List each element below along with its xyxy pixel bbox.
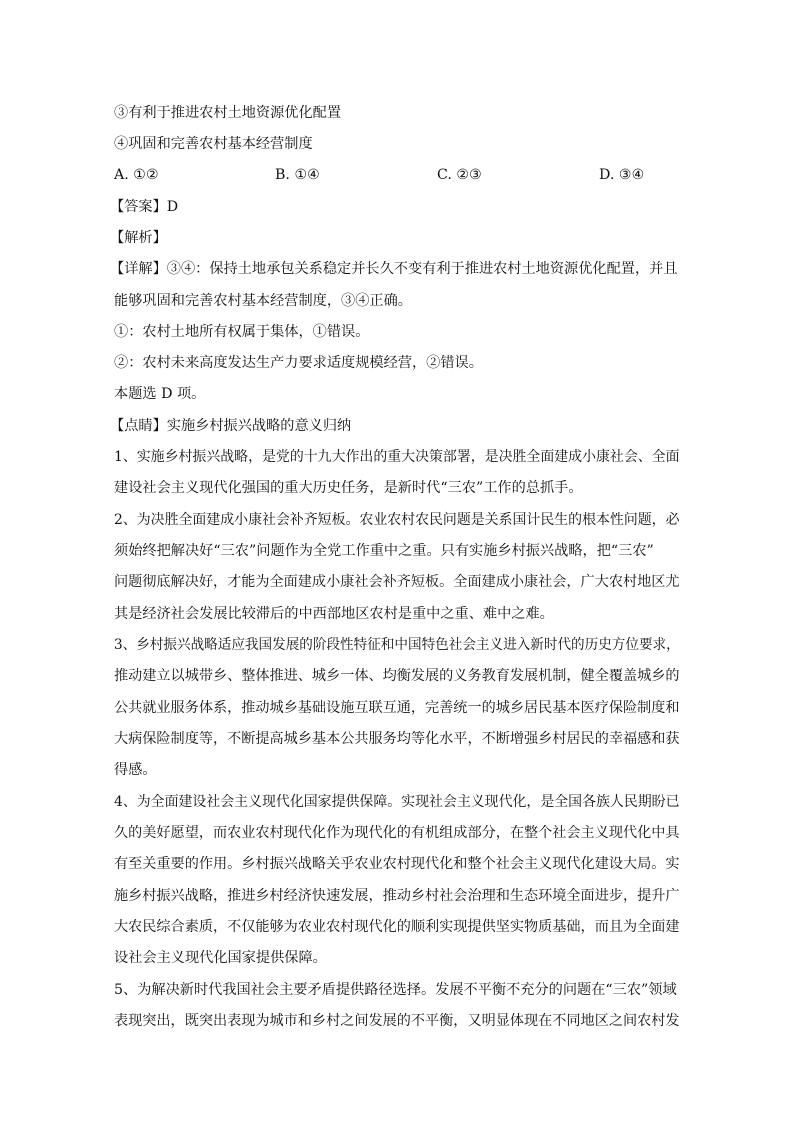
tip-line-7: 3、乡村振兴战略适应我国发展的阶段性特征和中国特色社会主义进入新时代的历史方位要求， bbox=[114, 637, 680, 653]
detail-tag: 【详解】 bbox=[110, 261, 167, 277]
tip-line-9: 公共就业服务体系，推动城乡基础设施互联互通，完善统一的城乡居民基本医疗保险制度和 bbox=[114, 700, 680, 716]
detail-line-4: ②：农村未来高度发达生产力要求适度规模经营，②错误。 bbox=[114, 355, 483, 371]
tip-line-8: 推动建立以城带乡、整体推进、城乡一体、均衡发展的义务教育发展机制，健全覆盖城乡的 bbox=[114, 668, 680, 684]
answer-tag: 【答案】 bbox=[110, 199, 167, 215]
tip-line-3: 2、为决胜全面建成小康社会补齐短板。农业农村农民问题是关系国计民生的根本性问题，必 bbox=[114, 512, 680, 528]
tip-line-14: 有至关重要的作用。乡村振兴战略关乎农业农村现代化和整个社会主义现代化建设大局。实 bbox=[114, 856, 680, 872]
answer-choices bbox=[114, 166, 674, 184]
tip-line-4: 须始终把解决好“三农”问题作为全党工作重中之重。只有实施乡村振兴战略，把“三农” bbox=[114, 543, 654, 559]
detail-line-2: 能够巩固和完善农村基本经营制度，③④正确。 bbox=[114, 293, 412, 309]
choice-c: C. ②③ bbox=[437, 167, 482, 183]
answer-value: D bbox=[166, 199, 179, 215]
tip-heading bbox=[110, 417, 351, 435]
tip-line-15: 施乡村振兴战略，推进乡村经济快速发展，推动乡村社会治理和生态环境全面进步，提升广 bbox=[114, 888, 680, 904]
choice-a: A. ①② bbox=[114, 167, 159, 183]
tip-line-6: 其是经济社会发展比较滞后的中西部地区农村是重中之重、难中之难。 bbox=[114, 606, 554, 622]
analysis-tag: 【解析】 bbox=[110, 230, 167, 246]
tip-line-16: 大农民综合素质，不仅能够为农业农村现代化的顺利实现提供坚实物质基础，而且为全面建 bbox=[114, 919, 680, 935]
choice-b: B. ①④ bbox=[275, 167, 320, 183]
option-item-4: ④巩固和完善农村基本经营制度 bbox=[114, 136, 313, 152]
detail-line-1 bbox=[110, 260, 678, 278]
answer-line bbox=[110, 198, 178, 216]
tip-line-2: 建设社会主义现代化强国的重大历史任务，是新时代“三农”工作的总抓手。 bbox=[114, 480, 583, 496]
tip-title: 实施乡村振兴战略的意义归纳 bbox=[166, 418, 352, 434]
tip-line-10: 大病保险制度等，不断提高城乡基本公共服务均等化水平，不断增强乡村居民的幸福感和获 bbox=[114, 731, 680, 747]
tip-line-19: 表现突出，既突出表现为城市和乡村之间发展的不平衡，又明显体现在不同地区之间农村发 bbox=[114, 1013, 680, 1029]
tip-line-13: 久的美好愿望，而农业农村现代化作为现代化的有机组成部分，在整个社会主义现代化中具 bbox=[114, 825, 680, 841]
tip-tag: 【点睛】 bbox=[110, 418, 167, 434]
detail-line-5: 本题选 D 项。 bbox=[114, 386, 206, 402]
tip-line-1: 1、实施乡村振兴战略，是党的十九大作出的重大决策部署，是决胜全面建成小康社会、全面 bbox=[114, 449, 680, 465]
option-item-3: ③有利于推进农村土地资源优化配置 bbox=[114, 105, 342, 121]
tip-line-12: 4、为全面建设社会主义现代化国家提供保障。实现社会主义现代化，是全国各族人民期盼已 bbox=[114, 794, 680, 810]
tip-line-18: 5、为解决新时代我国社会主要矛盾提供路径选择。发展不平衡不充分的问题在“三农”领域 bbox=[114, 982, 677, 998]
choice-d: D. ③④ bbox=[599, 167, 645, 183]
detail-line-3: ①：农村土地所有权属于集体，①错误。 bbox=[114, 324, 370, 340]
detail-text-1: ③④：保持土地承包关系稳定并长久不变有利于推进农村土地资源优化配置，并且 bbox=[166, 261, 678, 277]
tip-line-5: 问题彻底解决好，才能为全面建成小康社会补齐短板。全面建成小康社会，广大农村地区尤 bbox=[114, 574, 680, 590]
tip-line-17: 设社会主义现代化国家提供保障。 bbox=[114, 950, 327, 966]
tip-line-11: 得感。 bbox=[114, 762, 157, 778]
